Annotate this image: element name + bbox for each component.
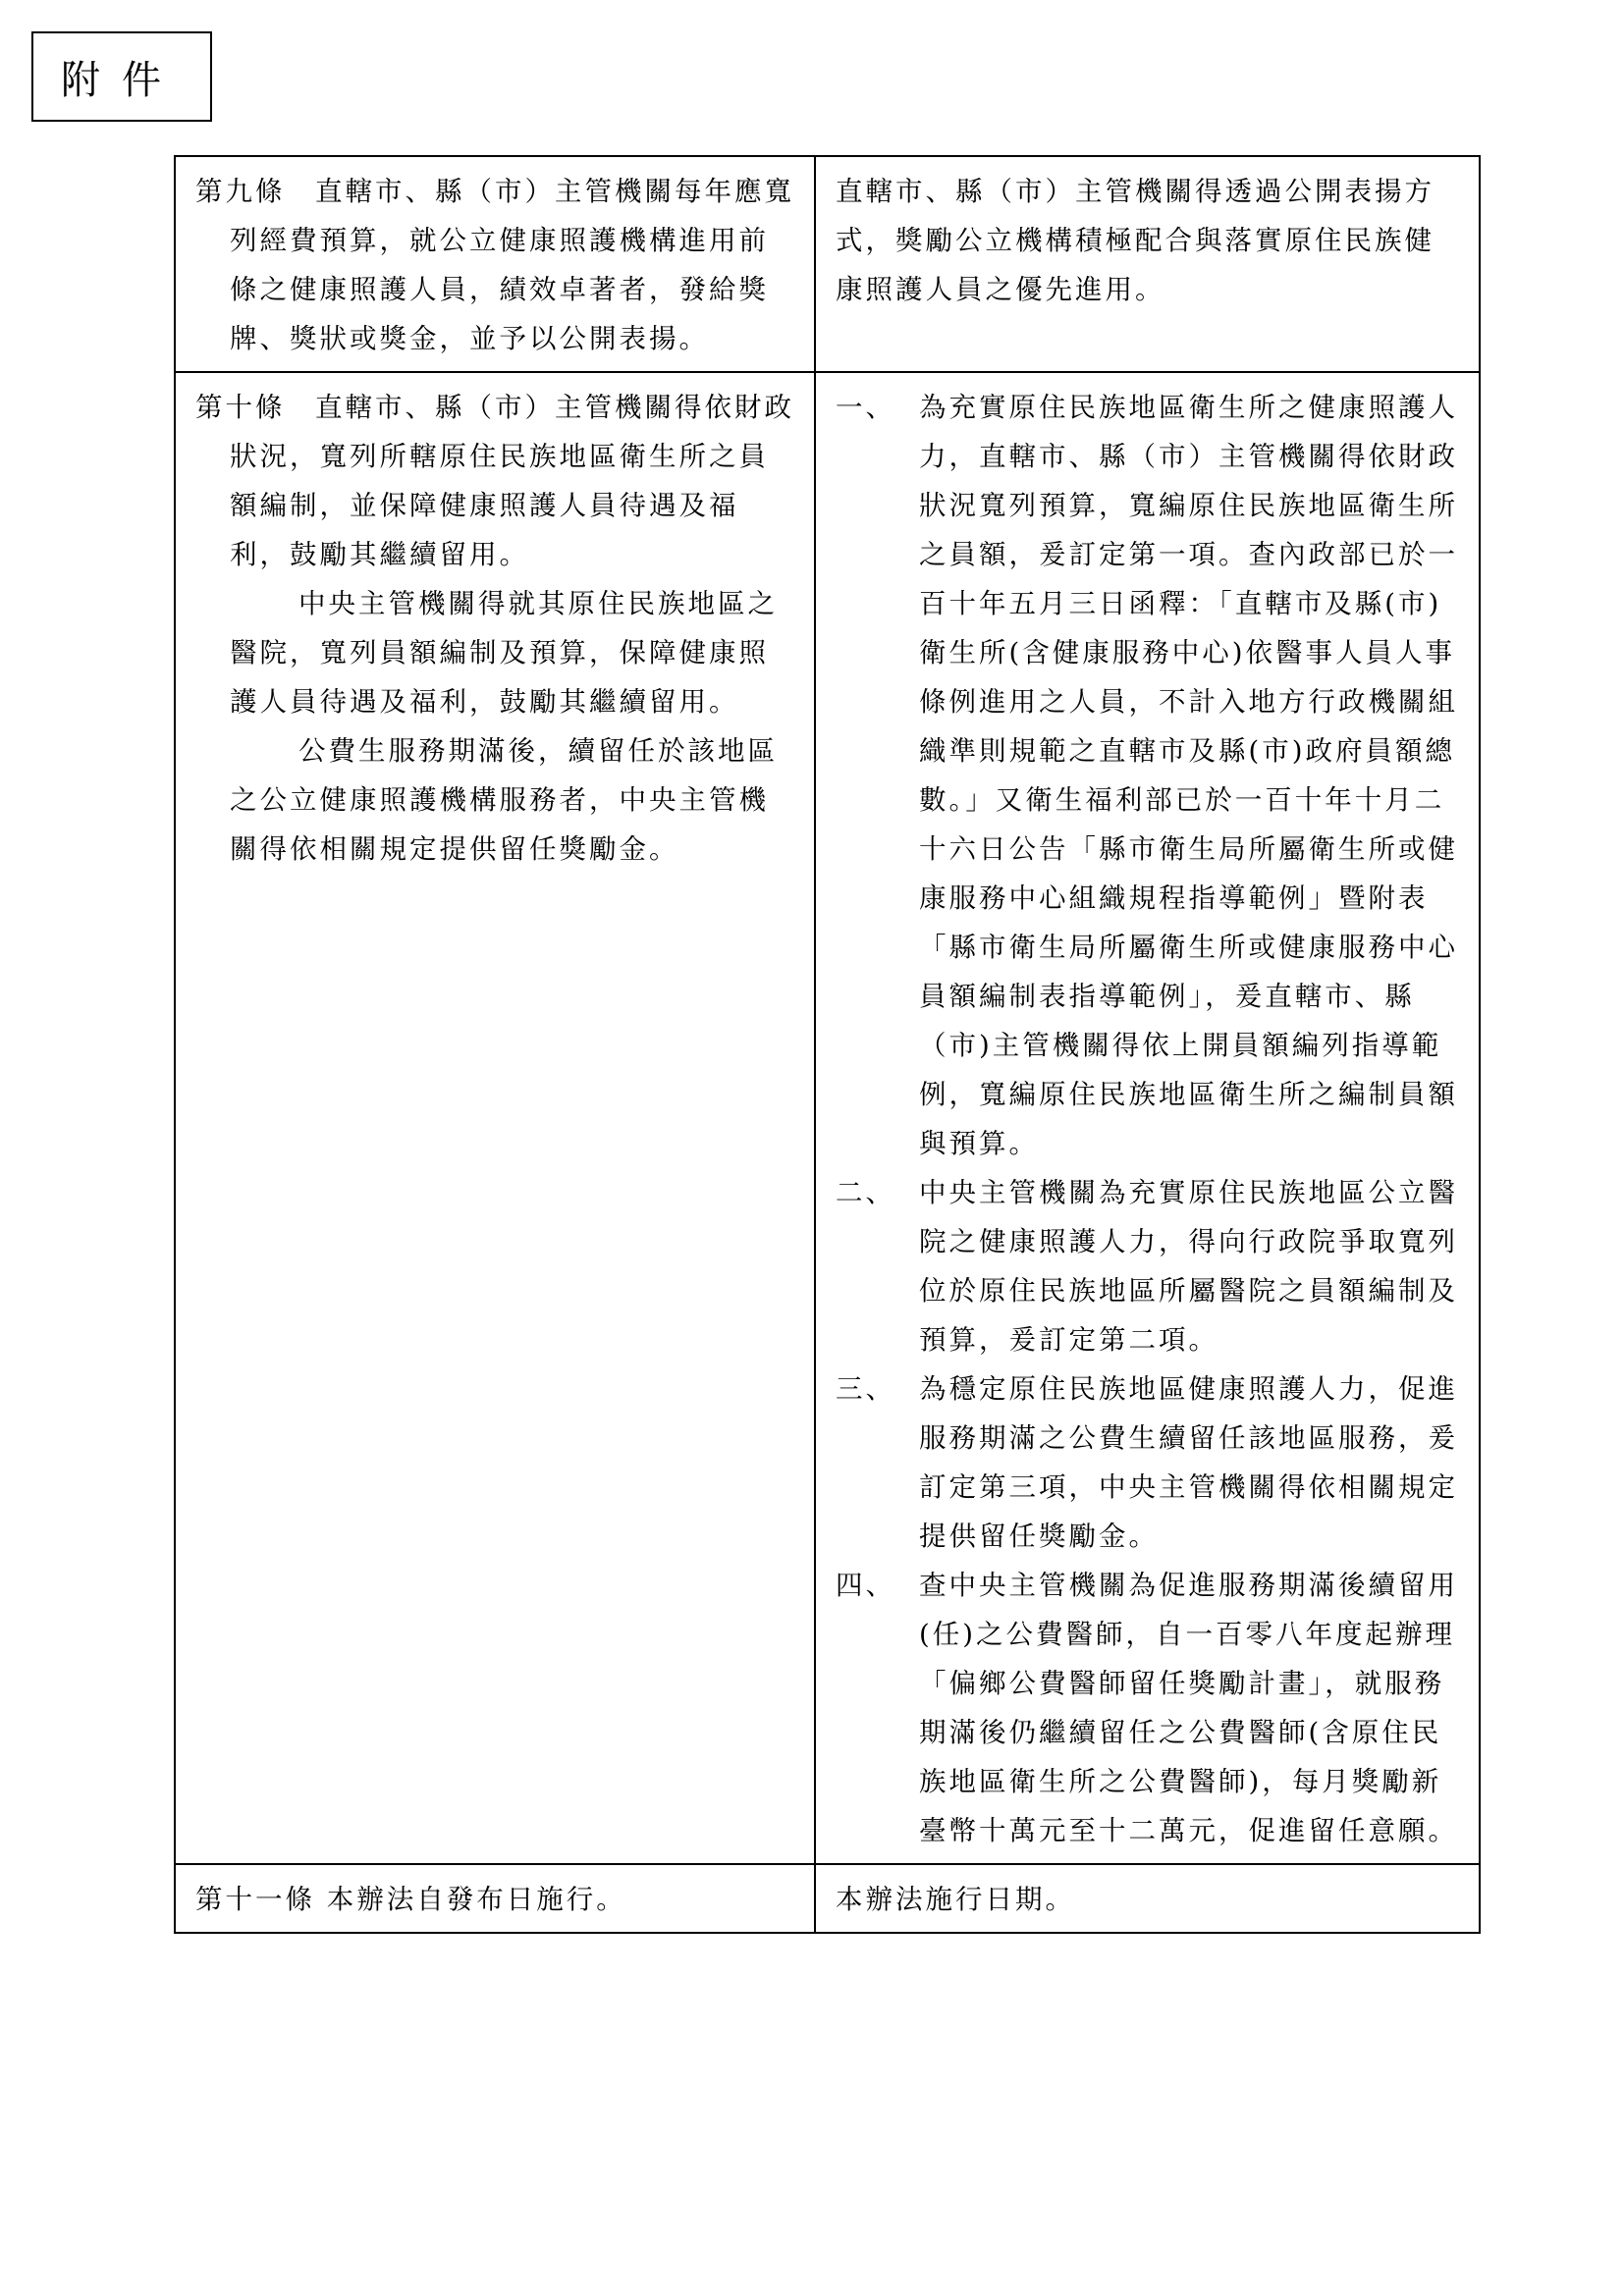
explanation-item — [836, 383, 1461, 1168]
explanation-item — [836, 1561, 1461, 1855]
article-text: 第九條 直轄市、縣（市）主管機關每年應寬列經費預算，就公立健康照護機構進用前條之健康照護人員，績效卓著者，發給獎牌、獎狀或獎金，並予以公開表揚。 — [195, 176, 794, 354]
item-number: 一、 — [836, 392, 895, 423]
explanation-text: 直轄市、縣（市）主管機關得透過公開表揚方式，獎勵公立機構積極配合與落實原住民族健康照護人員之優先進用。 — [836, 176, 1435, 305]
explanation-cell — [815, 372, 1480, 1864]
item-text: 查中央主管機關為促進服務期滿後續留用(任)之公費醫師，自一百零八年度起辦理「偏鄉公費醫師留任獎勵計畫」，就服務期滿後仍繼續留任之公費醫師(含原住民族地區衛生所之公費醫師)，每月獎勵新臺幣十萬元至十二萬元，促進留任意願。 — [919, 1570, 1458, 1846]
table-row — [175, 1864, 1480, 1933]
item-number: 二、 — [836, 1177, 895, 1208]
item-number: 三、 — [836, 1373, 895, 1405]
article-cell — [175, 372, 815, 1864]
table-row — [175, 372, 1480, 1864]
article-text: 第十條 直轄市、縣（市）主管機關得依財政狀況，寬列所轄原住民族地區衛生所之員額編制，並保障健康照護人員待遇及福利，鼓勵其繼續留用。 — [195, 392, 794, 570]
article-cell — [175, 1864, 815, 1933]
item-number: 四、 — [836, 1570, 895, 1601]
explanation-cell — [815, 156, 1480, 372]
table-row — [175, 156, 1480, 372]
article-paragraph: 中央主管機關得就其原住民族地區之醫院，寬列員額編制及預算，保障健康照護人員待遇及福利，鼓勵其繼續留用。 — [230, 588, 778, 718]
item-text: 為充實原住民族地區衛生所之健康照護人力，直轄市、縣（市）主管機關得依財政狀況寬列預算，寬編原住民族地區衛生所之員額，爰訂定第一項。查內政部已於一百十年五月三日函釋：「直轄市及縣(市)衛生所(含健康服務中心)依醫事人員人事條例進用之人員，不計入地方行政機關組織準則規範之直轄市及縣(市)政府員額總數。」又衛生福利部已於一百十年十月二十六日公告「縣市衛生局所屬衛生所或健康服務中心組織規程指導範例」暨附表「縣市衛生局所屬衛生所或健康服務中心員額編制表指導範例」，爰直轄市、縣（市)主管機關得依上開員額編列指導範例，寬編原住民族地區衛生所之編制員額與預算。 — [919, 392, 1458, 1159]
article-text: 第十一條 本辦法自發布日施行。 — [195, 1884, 626, 1915]
explanation-cell — [815, 1864, 1480, 1933]
article-paragraph: 公費生服務期滿後，續留任於該地區之公立健康照護機構服務者，中央主管機關得依相關規定提供留任獎勵金。 — [230, 735, 778, 865]
item-text: 為穩定原住民族地區健康照護人力，促進服務期滿之公費生續留任該地區服務，爰訂定第三項，中央主管機關得依相關規定提供留任獎勵金。 — [919, 1373, 1458, 1552]
explanation-item — [836, 1364, 1461, 1561]
explanation-text: 本辦法施行日期。 — [836, 1884, 1075, 1915]
regulation-comparison-table — [174, 155, 1481, 1934]
item-text: 中央主管機關為充實原住民族地區公立醫院之健康照護人力，得向行政院爭取寬列位於原住民族地區所屬醫院之員額編制及預算，爰訂定第二項。 — [919, 1177, 1458, 1356]
explanation-item — [836, 1168, 1461, 1364]
attachment-label: 附件 — [31, 31, 212, 122]
article-cell — [175, 156, 815, 372]
